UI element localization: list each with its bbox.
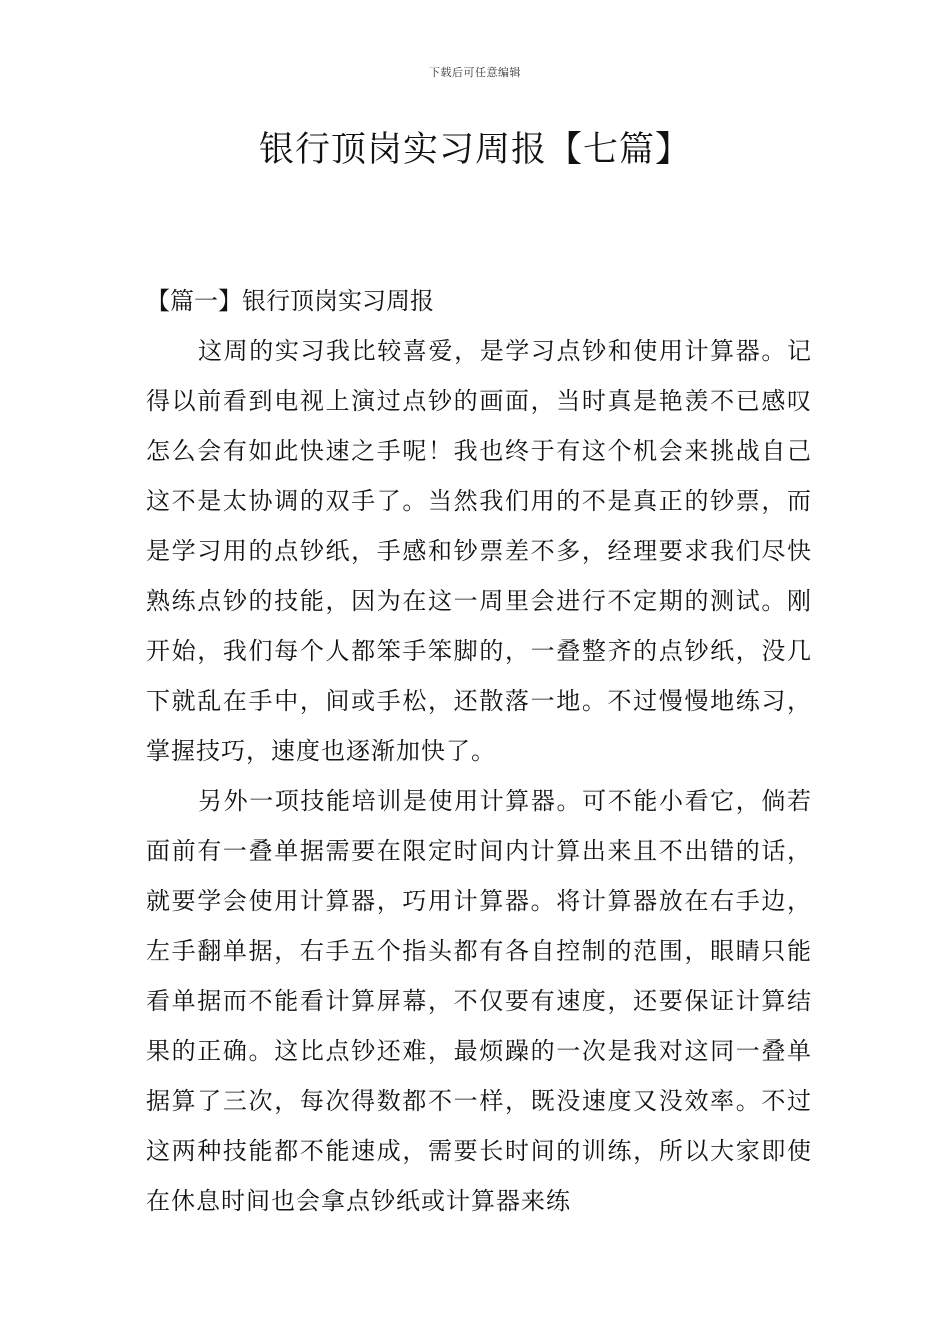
paragraph-1: 这周的实习我比较喜爱，是学习点钞和使用计算器。记得以前看到电视上演过点钞的画面，当时真是艳羡不已感叹怎么会有如此快速之手呢！我也终于有这个机会来挑战自己这不是太协调的双手了。当然我们用的不是真正的钞票，而是学习用的点钞纸，手感和钞票差不多，经理要求我们尽快熟练点钞的技能，因为在这一周里会进行不定期的测试。刚开始，我们每个人都笨手笨脚的，一叠整齐的点钞纸，没几下就乱在手中，间或手松，还散落一地。不过慢慢地练习，掌握技巧，速度也逐渐加快了。 bbox=[146, 337, 812, 765]
document-title: 银行顶岗实习周报【七篇】 bbox=[258, 130, 691, 170]
document-body bbox=[146, 276, 812, 1226]
download-note: 下载后可任意编辑 bbox=[429, 66, 521, 79]
paragraph-2: 另外一项技能培训是使用计算器。可不能小看它，倘若面前有一叠单据需要在限定时间内计算出来且不出错的话，就要学会使用计算器，巧用计算器。将计算器放在右手边，左手翻单据，右手五个指头都有各自控制的范围，眼睛只能看单据而不能看计算屏幕，不仅要有速度，还要保证计算结果的正确。这比点钞还难，最烦躁的一次是我对这同一叠单据算了三次，每次得数都不一样，既没速度又没效率。不过这两种技能都不能速成，需要长时间的训练，所以大家即使在休息时间也会拿点钞纸或计算器来练 bbox=[146, 787, 812, 1215]
section-heading: 【篇一】银行顶岗实习周报 bbox=[146, 287, 434, 315]
